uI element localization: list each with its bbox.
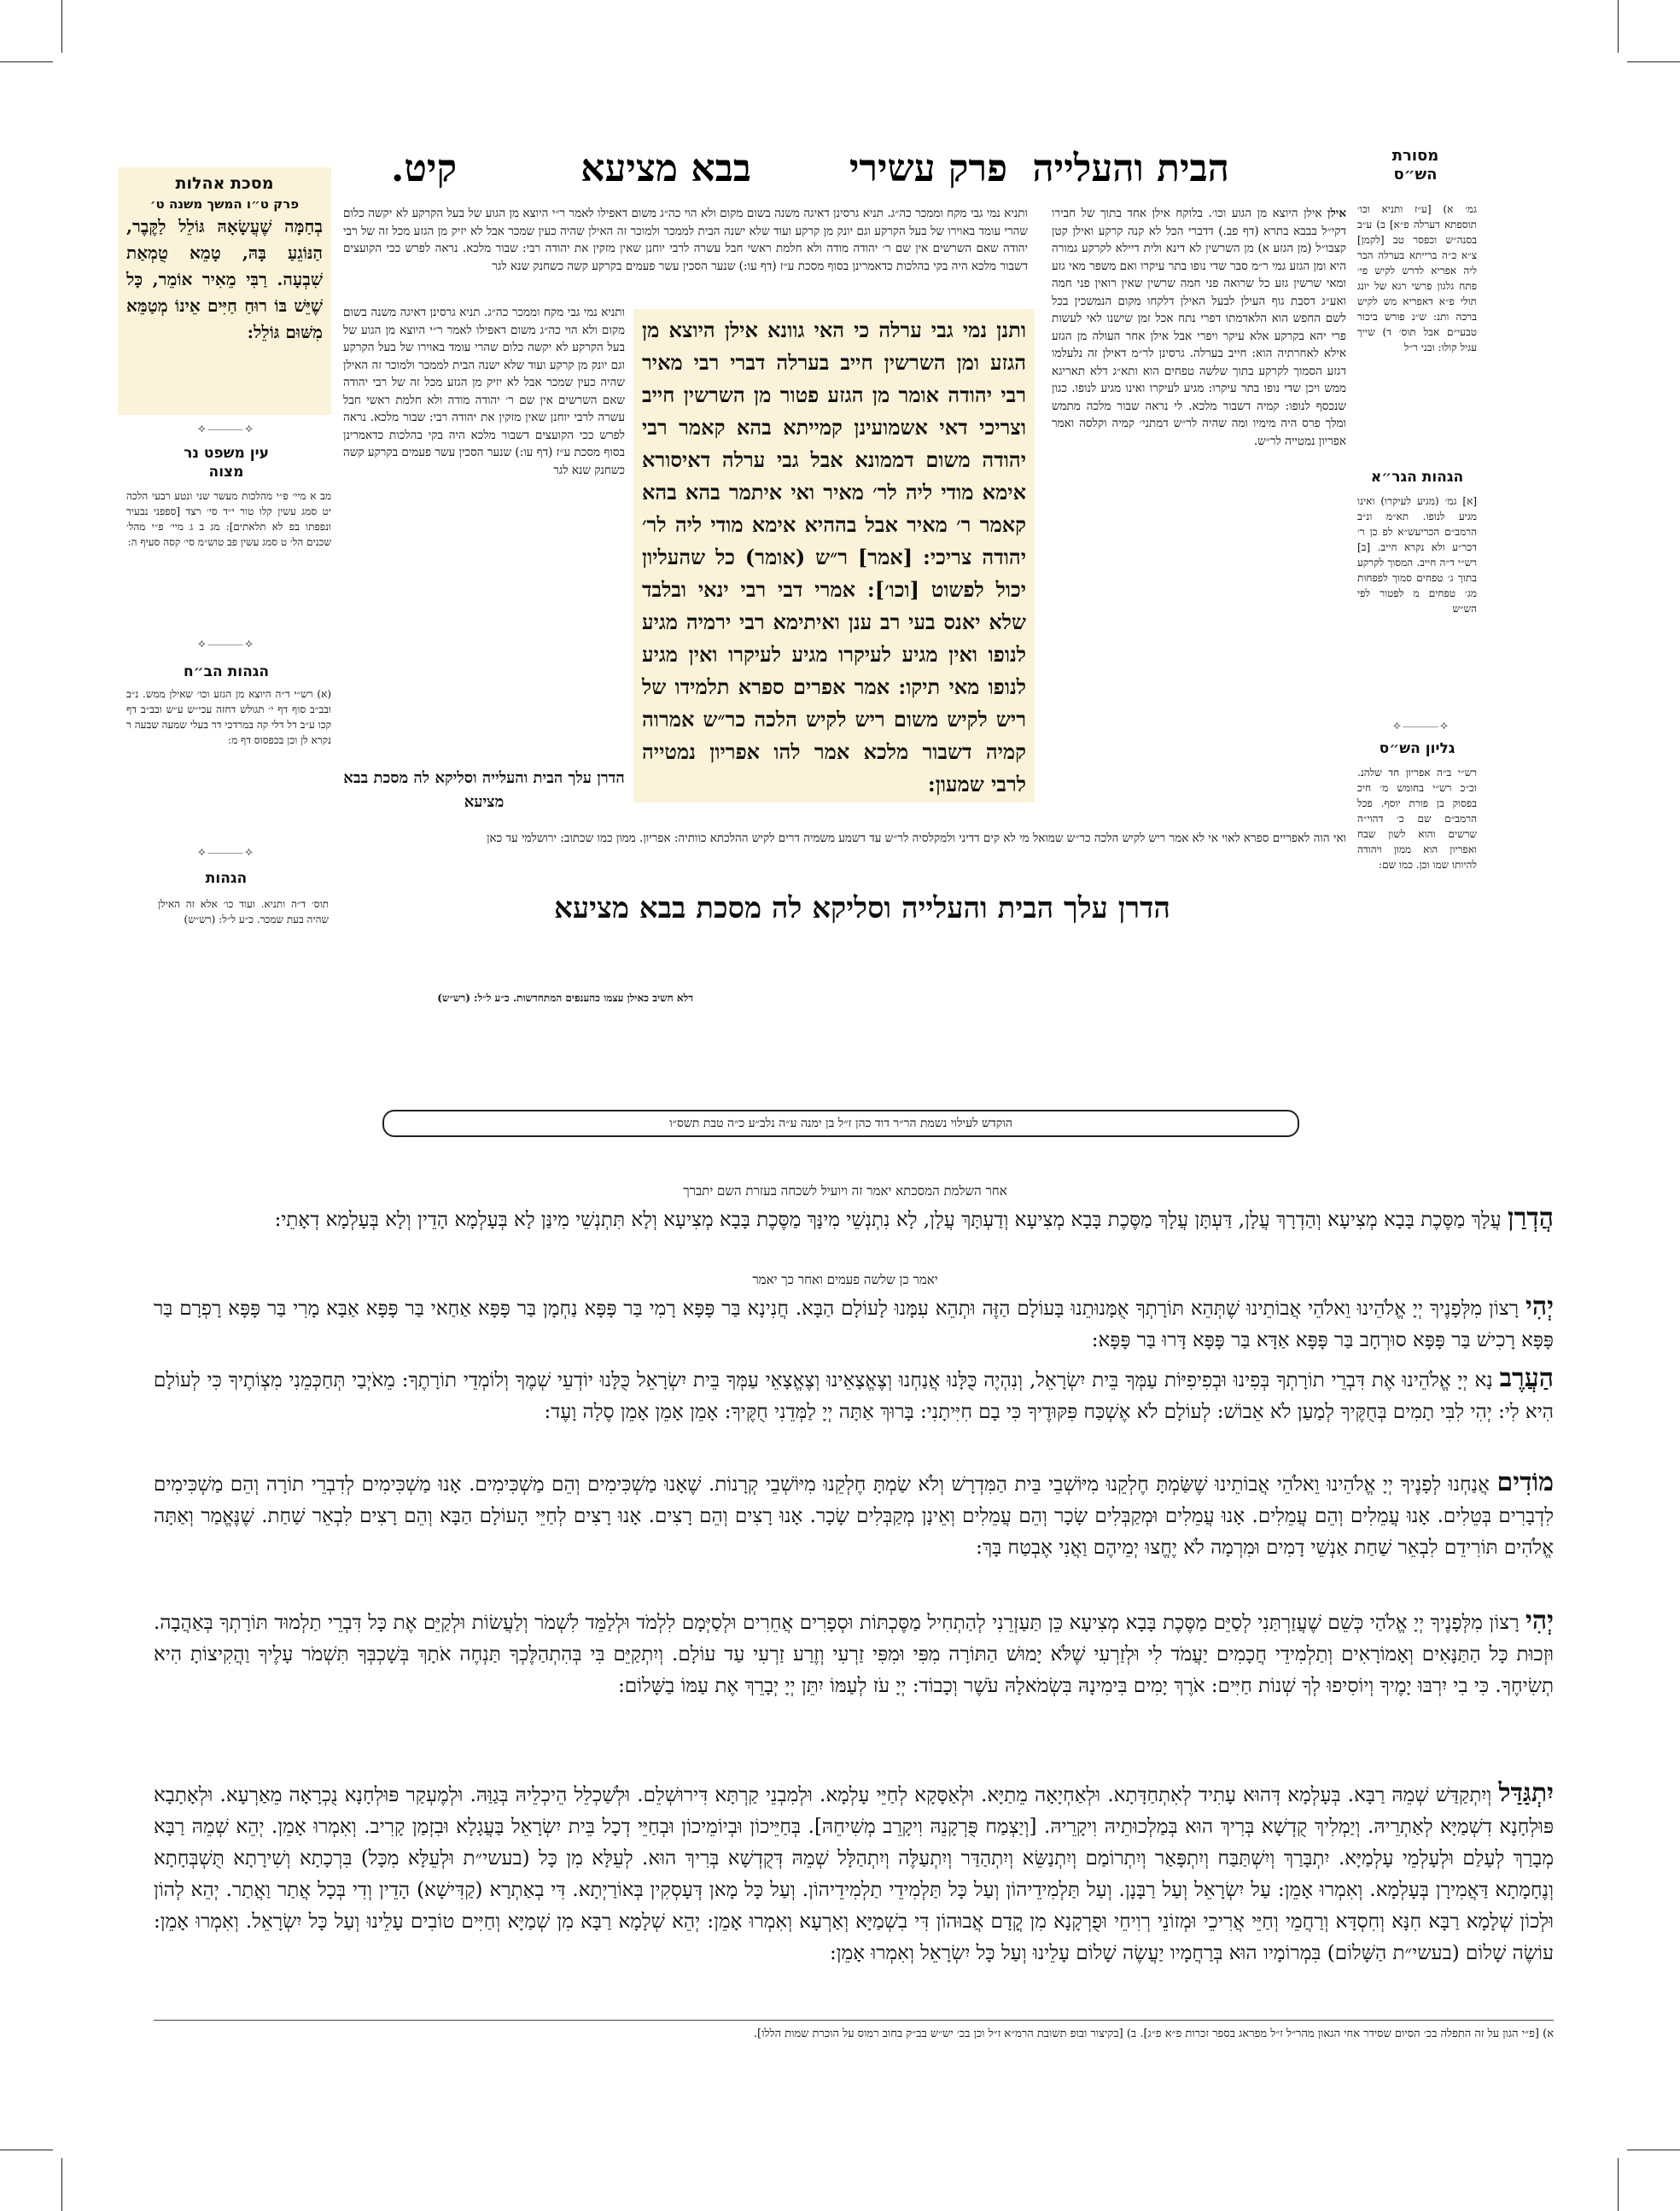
- yehi2-lead-word: יְהִי: [1525, 1606, 1554, 1636]
- hagahot-gra-title: הגהות הגר״א: [1370, 469, 1464, 486]
- crop-mark: [61, 2158, 62, 2211]
- mishna-title: מסכת אהלות: [175, 174, 274, 193]
- haarev-text: נָא יְיָ אֱלֹהֵינוּ אֶת דִּבְרֵי תוֹרָתְךָ בְּפִינוּ וּבְפִיפִיּוֹת עַמְּךָ בֵּית יִשְׂרָאֵל, וְנִהְיֶה כֻּלָּנוּ אֲנַחְנוּ וְצֶאֱצָאֵינוּ וְצֶאֱצָאֵי עַמְּךָ בֵּית יִשְׂרָאֵל כֻּלָּנוּ יוֹדְעֵי שְׁמֶךָ וְלוֹמְדֵי תוֹרָתֶךָ: מֵאֹיְבַי תְּחַכְּמֵנִי מִצְוֹתֶיךָ כִּי לְעוֹלָם הִיא לִי: יְהִי לִבִּי תָמִים בְּחֻקֶּיךָ לְמַעַן לֹא אֵבוֹשׁ: לְעוֹלָם לֹא אֶשְׁכַּח פִּקּוּדֶיךָ כִּי בָם חִיִּיתָנִי: בָּרוּךְ אַתָּה יְיָ לַמְּדֵנִי חֻקֶּיךָ: אָמֵן אָמֵן אָמֵן סֶלָה וָעֶד:: [154, 1369, 1554, 1423]
- tosafot-continuation: ותניא נמי גבי מקח וממכר כה״ג. תניא גרסינן דאיגה משנה בשום מקום ולא הוי כה״ג משום דאפילו לאמר ר״י היוצא מן הגוע של בעל הקרקע לא יקשה כלום שהרי עומד באוירו של בעל הקרקע וגם יונק מן קרקע ועוד שלא ישנה הבית לממכר ולמוכר זה האילן שהיה כעין שמכר אבל לא יזיק מן הגזע מכל זה של רבי יהודה שאם השרשים אין שם ר׳ יהודה מודה ולא חלמת ראשי חבל עשרה לרבי יוחנן שאין מזקין את יהודה רבי: שבור מלכא. נראה לפרש ככי הקועצים דשבור מלכא היה בקי בהלכות כדאמרינן בסוף מסכת ע״ז (דף עו:) שנער הסכין עשר פעמים בקרקע קשה כשחנק שנא לגר: [343, 306, 625, 477]
- mishna-subtitle: פרק ט״ו המשך משנה ט׳: [149, 196, 300, 212]
- ornament-divider: ⟡⸻⟡: [1392, 719, 1450, 732]
- kaddish-lead-word: יִתְגַּדַּל: [1498, 1778, 1554, 1808]
- hagahot-bach-text: (א) רש״י ד״ה היוצא מן הגזע וכו׳ שאילן ממש. נ״ב ובב״ב סוף דף י׳ תגולש דחזה עכי״ש ע״ש ובב״ב דף קכו ע״ב דל דלי קה במרדכי דר בעלי שמעה שבעה ר נקרא לן וכן בכפסוס דף מ:: [126, 688, 331, 746]
- modim-prayer: [154, 1467, 1554, 1603]
- dedication-banner: הוקדש לעילוי נשמת הר״ר דוד כהן ז״ל בן ימנה ע״ה נלב״ע כ״ה טבת תשס״ו: [382, 1110, 1299, 1137]
- ornament-divider: ⟡⸻⟡: [197, 845, 255, 859]
- crop-mark: [1627, 61, 1680, 62]
- ein-mishpat-text: מב א מיי׳ פ״י מהלכות מעשר שני ונטע רבעי הלכה יט סמג עשין קלו טור י״ד סי׳ רצד [ספפני נבעיר ונפפתו בפ לא תלאתים]: מג ב ג מיי׳ פ״י מהל׳ שכנים הל׳ ט סמג עשין פב טוש״מ סי׳ קסה סעיף ה:: [126, 490, 331, 548]
- yehi2-text: רָצוֹן מִלְּפָנֶיךָ יְיָ אֱלֹהַי כְּשֵׁם שֶׁעֲזַרְתַּנִי לְסַיֵּם מַסֶּכֶת בָּבָא מְצִיעָא כֵּן תַּעַזְרֵנִי לְהַתְחִיל מַסֶּכְתּוֹת וּסְפָרִים אֲחֵרִים וּלְסַיְּמָם לִלְמֹד וּלְלַמֵּד לִשְׁמֹר וְלַעֲשׂוֹת וּלְקַיֵּם אֶת כָּל דִּבְרֵי תַלְמוּד תּוֹרָתְךָ בְּאַהֲבָה. וּזְכוּת כָּל הַתַּנָּאִים וְאָמוֹרָאִים וְתַלְמִידֵי חֲכָמִים יַעֲמֹד לִי וּלְזַרְעִי שֶׁלֹּא יָמוּשׁ הַתּוֹרָה מִפִּי וּמִפִּי זַרְעִי וְזֶרַע זַרְעִי עַד עוֹלָם. וְיִתְקַיֵּם בִּי בְּהִתְהַלֶּכְךָ תַּנְחֶה אֹתָךְ בְּשָׁכְבְּךָ תִּשְׁמֹר עָלֶיךָ וַהֲקִיצוֹתָ הִיא תְשִׂיחֶךָ. כִּי בִי יִרְבּוּ יָמֶיךָ וְיוֹסִיפוּ לְךָ שְׁנוֹת חַיִּים: אֹרֶךְ יָמִים בִּימִינָהּ בִּשְׂמֹאלָהּ עֹשֶׁר וְכָבוֹד: יְיָ עֹז לְעַמּוֹ יִתֵּן יְיָ יְבָרֵךְ אֶת עַמּוֹ בַשָּׁלוֹם:: [154, 1612, 1554, 1697]
- bottom-note: דלא חשיב כאילן עצמו כהענפים המתחדשות. כ״ע ל״ל: (רש״ש): [437, 992, 693, 1004]
- crop-mark: [0, 61, 53, 62]
- hadran-title: הדרן עלך הבית והעלייה וסליקא לה מסכת בבא מציעא: [554, 891, 1170, 925]
- hadran-prayer: [154, 1202, 1554, 1270]
- masoret-text: גמ׳ א) [ע״ז ותניא וכו׳ תוספתא דערלה פ״א] ב) ע״ב בסנה״ש וכפסר טב [לקמן] צ״א כ״ה ברייתא בערלה הבר ליה אפריא לדרש לקיש פי׳ פתח גלגון פרשי רגא של יונג תולי פ״א דאפריא מש לקיש ברכה ותנ: ש״נ פורש ביכור טבעי״ם אבל תוס׳ ד) שייך עגיל קולו: ובני ר״ל: [1357, 203, 1477, 353]
- tractate-title: בבא מציעא: [580, 147, 751, 190]
- ornament-divider: ⟡⸻⟡: [197, 637, 255, 650]
- hagahot-text: תוס׳ ד״ה ותניא. ועוד כו׳ אלא זה האילן שהיה בעת שמכר. כ״ע ל״ל: (רש״ש): [158, 898, 329, 925]
- footnote-separator: [154, 2020, 1554, 2021]
- chapter-title: פרק עשירי: [849, 147, 1007, 190]
- siyum-small-title: הדרן עלך הבית והעלייה וסליקא לה מסכת בבא מציעא: [343, 769, 625, 811]
- crop-mark: [1618, 0, 1619, 53]
- hadran-text: עֲלָךְ מַסֶּכֶת בָּבָא מְצִיעָא וְהַדְרָךְ עֲלָן, דַּעְתָּן עֲלָךְ מַסֶּכֶת בָּבָא מְצִיעָא וְדַעְתָּךְ עֲלָן, לָא נִתְנְשֵׁי מִינָּךְ מַסֶּכֶת בָּבָא מְצִיעָא וְלָא תִּתְנְשֵׁי מִינַּן לָא בְּעָלְמָא הָדֵין וְלָא בְּעָלְמָא דְאָתֵי:: [274, 1209, 1502, 1231]
- gilyon-title: גליון הש״ס: [1379, 740, 1455, 757]
- tosafot-bottom: ואי הוה לאפריים ספרא לאוי אי לא אמר ריש לקיש הלכה כר״ש שמואל מי לא קים דדיני ולמקלסיה לר״ש עד דשמע משמיה דרים לקיש ההלכתא כוותיה: אפריון. ממון כמו שכתוב: ירושלמי עד כאן: [487, 831, 1346, 845]
- mishna-text: בְחַמָּה שֶׁעֲשָׂאָהּ גּוֹלֵל לַקֶּבֶר, הַנּוֹגֵעַ בָּהּ, טָמֵא טֻמְאַת שִׁבְעָה. רַבִּי מֵאִיר אוֹמֵר, כָּל שֶׁיֵּשׁ בּוֹ רוּחַ חַיִּים אֵינוֹ מְטַמֵּא מִשּׁוּם גּוֹלֵל:: [126, 216, 323, 342]
- gemara-main-text: ותנן נמי גבי ערלה כי האי גוונא אילן היוצא מן הגזע ומן השרשין חייב בערלה דברי רבי מאיר רבי יהודה אומר מן הגזע פטור מן השרשין חייב וצריכי דאי אשמועינן קמייתא בהא קאמר רבי יהודה משום דממונא אבל גבי ערלה דאיסורא אימא מודי ליה לר׳ מאיר ואי איתמר בהא בהא קאמר ר׳ מאיר אבל בההיא אימא מודי ליה לר׳ יהודה צריכי: [אמר] ר״ש (אומר) כל שהעליון יכול לפשוט [וכו׳]: אמרי דבי רבי ינאי ובלבד שלא יאנס בעי רב ענן ואיתימא רבי ירמיה מגיע לנופו ואין מגיע לעיקרו מגיע לעיקרו ואין מגיע לנופו מאי תיקו: אמר אפרים ספרא תלמידו של ריש לקיש משום ריש לקיש הלכה כר״ש אמרוה קמיה דשבור מלכא אמר להו אפריון נמטייה לרבי שמעון:: [633, 309, 1035, 802]
- mishna-box: [118, 167, 331, 415]
- tosafot-commentary: ותניא נמי גבי מקח וממכר כה״ג. תניא גרסינן דאיגה משנה בשום מקום ולא הוי כה״ג משום דאפילו לאמר ר״י היוצא מן הגוע של בעל הקרקע לא יקשה כלום שהרי עומד באוירו של בעל הקרקע וגם יונק מן קרקע ועוד שלא ישנה הבית לממכר ולמוכר זה האילן שהיה כעין שמכר אבל לא יזיק מן הגזע מכל זה של רבי יהודה שאם השרשים אין שם ר׳ יהודה מודה ולא חלמת ראשי חבל עשרה לרבי יוחנן שאין מזקין את יהודה רבי: שבור מלכא. נראה לפרש ככי הקועצים דשבור מלכא היה בקי בהלכות כדאמרינן בסוף מסכת ע״ז (דף עו:) שנער הסכין עשר פעמים בקרקע קשה כשחנק שנא לגר: [343, 207, 1028, 273]
- haarev-lead-word: הַעֲרֶב: [1499, 1363, 1554, 1393]
- modim-lead-word: מוֹדִים: [1496, 1467, 1554, 1497]
- yehi-text: רָצוֹן מִלְּפָנֶיךָ יְיָ אֱלֹהֵינוּ וֵאלֹהֵי אֲבוֹתֵינוּ שֶׁתְּהֵא תּוֹרָתְךָ אֻמָּנוּתֵנוּ בָּעוֹלָם הַזֶּה וּתְהֵא עִמָּנוּ לָעוֹלָם הַבָּא. חֲנִינָא בַּר פָּפָּא רָמִי בַּר פָּפָּא נַחְמָן בַּר פָּפָּא אַחַאי בַּר פָּפָּא אַבָּא מָרִי בַּר פָּפָּא רָפְרָם בַּר פָּפָּא רָכִישׁ בַּר פָּפָּא סוּרְחָב בַּר פָּפָּא אַדָּא בַּר פָּפָּא דָּרוּ בַּר פָּפָּא:: [154, 1298, 1554, 1351]
- rashi-commentary: [1052, 205, 1346, 888]
- siyum-intro: אחר השלמת המסכתא יאמר זה ויועיל לשכחה בעזרת השם יתברך: [683, 1183, 1007, 1199]
- kaddish-prayer: [154, 1777, 1554, 2008]
- crop-mark: [1618, 2158, 1619, 2211]
- rashi-text: אילן היוצא מן הגוע וכו׳. בלוקח אילן אחד בתוך של חבירו דקי״ל בבבא בתרא (דף פב.) דדברי הכל לא קנה קרקע ואילן קטן קצבו״ל (מן הגזע א) מן השרשין לא דינא ולית דיילא לקרקע גמורה היא ומן הגזע גמי ר״מ סבר שדי נופו בתר עיקרו ואם משפר מאי גזע ומאי שרשין גזע כל שרואה פני חמה שרשין שאין רואין פני חמה ואע״ג דסבת גוף העילן לבעל האילן דלקחו מקום הנמשכין בכל לשם החפש הוא הלאדמתו דפרי נתח אכל זמן שישנו לאי לעשות פרי יהא בקרקע אלא עיקר ויפרי אבל אילן אחר העולה מן הגזע אילא לאחרתיה הוא: חייב בערלה. גרסינן לר״מ דאילן זה נלעלמו דגזע הסמוך לקרקע בתוך שלשה טפחים הוא ותא״ג דלא תאריגא ממש ויכן שדי נופו בתר עיקרו: מגיע לעיקרו ואינו מגיע לנופו. כגון שנכסף לנופו: קמיה דשבור מלכא. לי נראה שבור מלכה מתמש ומלך פרס היה מימיו ומה שהיה לר״ש דמתני׳ קמיה וקלסה ואמר אפריון נמטייה לר״ש.: [1052, 207, 1346, 448]
- crop-mark: [61, 0, 62, 53]
- yehi-lead-word: יְהִי: [1525, 1292, 1554, 1321]
- hagahot-title: הגהות: [205, 870, 248, 887]
- chapter-name: הבית והעלייה: [1032, 147, 1229, 190]
- haarev-prayer: [154, 1362, 1554, 1463]
- ornament-divider: ⟡⸻⟡: [197, 422, 255, 435]
- modim-text: אֲנַחְנוּ לְפָנֶיךָ יְיָ אֱלֹהֵינוּ וֵאלֹהֵי אֲבוֹתֵינוּ שֶׁשַּׂמְתָּ חֶלְקֵנוּ מִיּוֹשְׁבֵי בֵּית הַמִּדְרָשׁ וְלֹא שַׂמְתָּ חֶלְקֵנוּ מִיּוֹשְׁבֵי קְרָנוֹת. שֶׁאָנוּ מַשְׁכִּימִים וְהֵם מַשְׁכִּימִים. אָנוּ מַשְׁכִּימִים לְדִבְרֵי תוֹרָה וְהֵם מַשְׁכִּימִים לִדְבָרִים בְּטֵלִים. אָנוּ עֲמֵלִים וְהֵם עֲמֵלִים. אָנוּ עֲמֵלִים וּמְקַבְּלִים שָׂכָר וְהֵם עֲמֵלִים וְאֵינָן מְקַבְּלִים שָׂכָר. אָנוּ רָצִים וְהֵם רָצִים. אָנוּ רָצִים לְחַיֵּי הָעוֹלָם הַבָּא וְהֵם רָצִים לִבְאֵר שַׁחַת. שֶׁנֶּאֱמַר וְאַתָּה אֱלֹהִים תּוֹרִידֵם לִבְאֵר שַׁחַת אַנְשֵׁי דָמִים וּמִרְמָה לֹא יֶחֱצוּ יְמֵיהֶם וַאֲנִי אֶבְטַח בָּךְ:: [154, 1473, 1554, 1559]
- yehi-prayer: [154, 1291, 1554, 1359]
- yehi2-prayer: [154, 1605, 1554, 1774]
- hagahot-bach-title: הגהות הב״ח: [183, 663, 270, 680]
- tosafot-commentary-lower: [343, 304, 625, 765]
- gilyon-text: רש״י ב״ה אפריון חד שלהנ. וכ״כ רש״י בחומש מ׳ חיכ בפסוק בן פורת יוסף. פכל הרמב״ם שם כ׳ דהוי״ה שרשים והוא לשון שבח ואפריון הוא ממון ויהודה להיותו שמו וכן. כמו שם:: [1357, 767, 1477, 871]
- masoret-title: מסורת הש״ס: [1391, 147, 1439, 184]
- hagahot-gra-text: [א] גמ׳ (מגיע לעיקרו) ואינו מגיע לנופו. תא״מ ונ״ב הרמב״ם הכריעש״א לפ כן ר׳ דכר״ע ולא נקרא חייב. [ב] רש״י ד״ה חייב. המסוך לקרקע בתוך ג׳ טפחים סמוך לפפחות מג׳ טפחים מ לפטור לפי הש״ש: [1357, 495, 1477, 615]
- page-number: קיט.: [391, 147, 457, 190]
- yehi-intro: יאמר כן שלשה פעמים ואחר כך יאמר: [752, 1272, 938, 1287]
- hadran-lead-word: הֲדְרַן: [1507, 1203, 1554, 1233]
- footnote: א) [פ״י הגון על זה התפלה בכ׳ הסיום שסידר אחי הגאון מהר״ל ז״ל מפראג בספר זכרות פ״א פ״ג]. ב) [בקיצור ובופ תשובת הרמ״א ז״ל וכן בכ׳ יש״ש בב״ק בחוב רמוס על הוכרת שמות הללו].: [753, 2027, 1554, 2040]
- kaddish-text: וְיִתְקַדַּשׁ שְׁמֵהּ רַבָּא. בְּעָלְמָא דְּהוּא עָתִיד לְאִתְחַדָּתָא. וּלְאַחְיָאָה מֵתַיָּא. וּלְאַסָּקָא לְחַיֵּי עָלְמָא. וּלְמִבְנֵי קַרְתָּא דִּירוּשְׁלֵם. וּלְשַׁכְלֵל הֵיכְלֵיהּ בְּגַוַּהּ. וּלְמֶעְקַר פּוּלְחָנָא נֻכְרָאָה מֵאַרְעָא. וּלְאָתָבָא פּוּלְחָנָא דִשְׁמַיָּא לְאַתְרֵיהּ. וְיַמְלִיךְ קֻדְשָׁא בְּרִיךְ הוּא בְּמַלְכוּתֵיהּ וִיקָרֵיהּ. [וְיַצְמַח פֻּרְקָנֵהּ וִיקָרֵב מְשִׁיחֵהּ]. בְּחַיֵּיכוֹן וּבְיוֹמֵיכוֹן וּבְחַיֵּי דְכָל בֵּית יִשְׂרָאֵל בַּעֲגָלָא וּבִזְמַן קָרִיב. וְאִמְרוּ אָמֵן. יְהֵא שְׁמֵהּ רַבָּא מְבָרַךְ לְעָלַם וּלְעָלְמֵי עָלְמַיָּא. יִתְבָּרַךְ וְיִשְׁתַּבַּח וְיִתְפָּאַר וְיִתְרוֹמַם וְיִתְנַשֵּׂא וְיִתְהַדַּר וְיִתְעַלֶּה וְיִתְהַלָּל שְׁמֵהּ דְּקֻדְשָׁא בְּרִיךְ הוּא. לְעֵלָּא מִן כָּל (בעשי״ת וּלְעֵלָּא מִכָּל) בִּרְכָתָא וְשִׁירָתָא תֻּשְׁבְּחָתָא וְנֶחָמָתָא דַּאֲמִירָן בְּעָלְמָא. וְאִמְרוּ אָמֵן: עַל יִשְׂרָאֵל וְעַל רַבָּנָן. וְעַל תַּלְמִידֵיהוֹן וְעַל כָּל תַּלְמִידֵי תַלְמִידֵיהוֹן. וְעַל כָּל מָאן דְּעָסְקִין בְּאוֹרַיְתָא. דִּי בְאַתְרָא (קַדִּישָׁא) הָדֵין וְדִי בְּכָל אֲתַר וַאֲתַר. יְהֵא לְהוֹן וּלְכוֹן שְׁלָמָא רַבָּא חִנָּא וְחִסְדָּא וְרַחֲמֵי וְחַיֵּי אֲרִיכֵי וּמְזוֹנֵי רְוִיחֵי וּפֻרְקָנָא מִן קֳדָם אֲבוּהוֹן דִּי בִשְׁמַיָּא וְאַרְעָא וְאִמְרוּ אָמֵן: יְהֵא שְׁלָמָא רַבָּא מִן שְׁמַיָּא וְחַיִּים טוֹבִים עָלֵינוּ וְעַל כָּל יִשְׂרָאֵל. וְאִמְרוּ אָמֵן: עוֹשֶׂה שָׁלוֹם (בעשי״ת הַשָּׁלוֹם) בִּמְרוֹמָיו הוּא בְּרַחֲמָיו יַעֲשֶׂה שָׁלוֹם עָלֵינוּ וְעַל כָּל יִשְׂרָאֵל וְאִמְרוּ אָמֵן:: [154, 1784, 1554, 1964]
- rashi-lead-word: אילן: [1327, 207, 1346, 220]
- ein-mishpat-title: עין משפט נר מצוה: [184, 445, 269, 481]
